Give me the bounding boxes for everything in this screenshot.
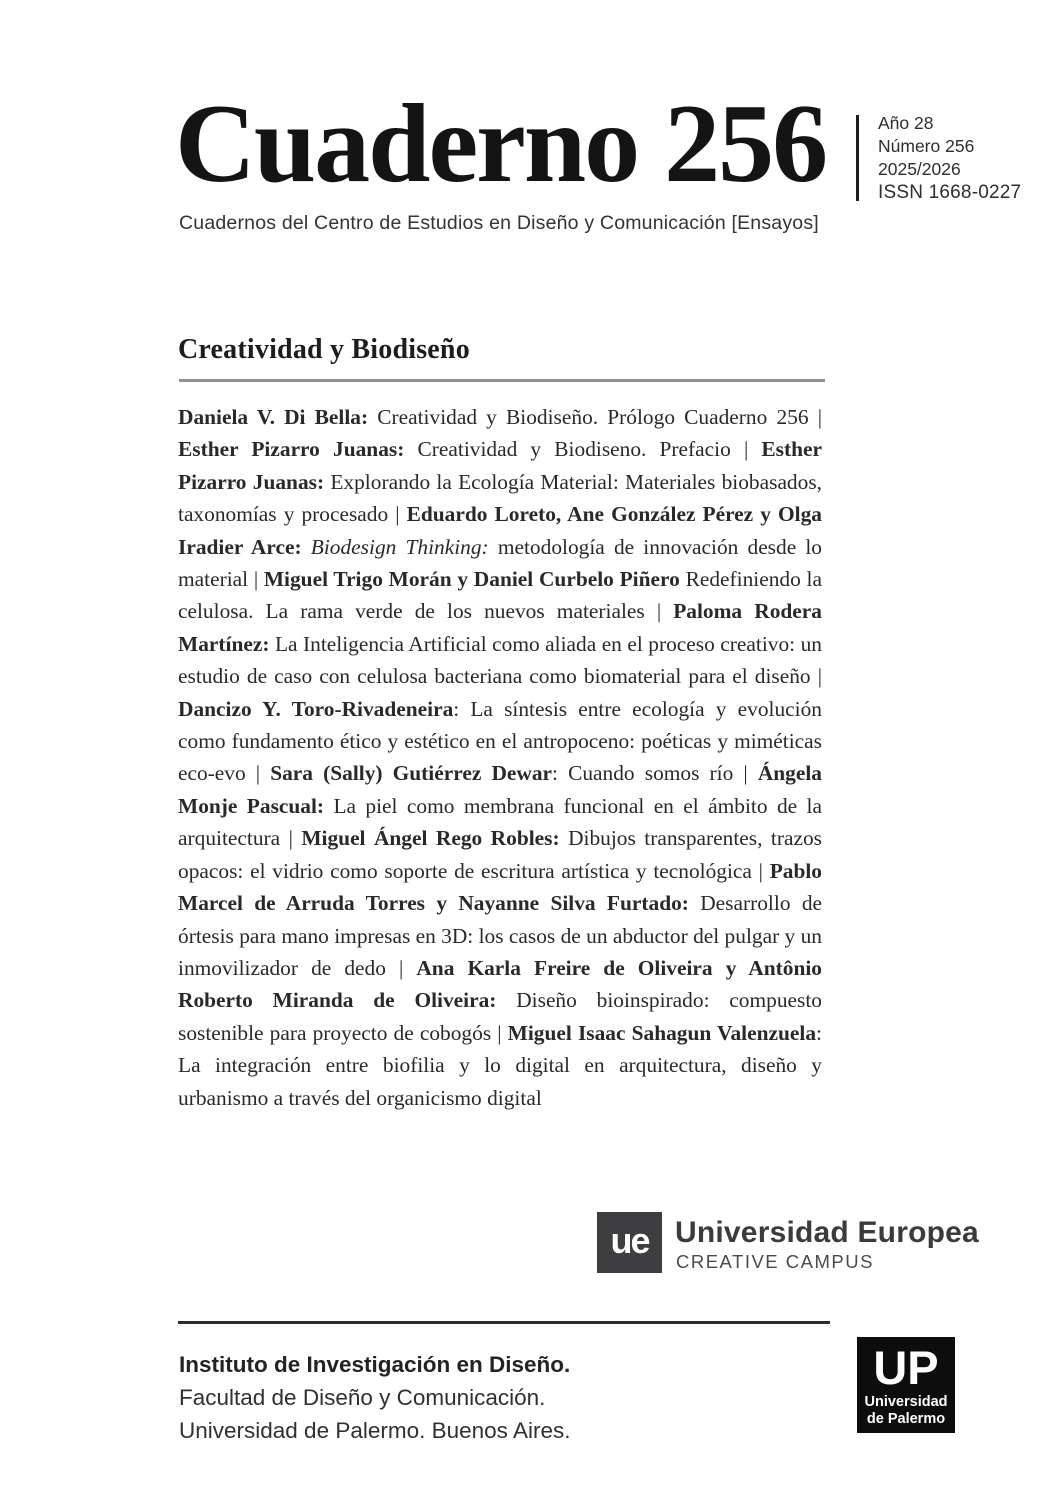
toc-segment: : Cuando somos río | bbox=[552, 761, 758, 786]
toc-segment: : La integración entre biofilia y lo digital en arquitectura, diseño y urbanismo a través del organicismo digital bbox=[178, 1020, 822, 1110]
issue-info-lines bbox=[878, 112, 1062, 204]
up-logo-line1: Universidad bbox=[864, 1394, 948, 1410]
up-monogram-icon: UP bbox=[873, 1341, 939, 1394]
toc-paragraph bbox=[178, 401, 822, 1114]
heading-rule bbox=[179, 379, 825, 382]
toc-segment: Daniela V. Di Bella: bbox=[178, 405, 369, 429]
universidad-de-palermo-logo bbox=[857, 1337, 955, 1433]
toc-segment: Miguel Trigo Morán y Daniel Curbelo Piñero bbox=[263, 567, 680, 592]
footer-institute: Instituto de Investigación en Diseño. bbox=[179, 1352, 571, 1377]
up-logo-text bbox=[865, 1394, 948, 1427]
toc-segment: Explorando la Ecología Material: Materiales biobasados, taxonomías y procesado | bbox=[178, 469, 822, 527]
toc-segment: Esther Pizarro Juanas: bbox=[178, 437, 405, 462]
journal-title: Cuaderno 256 bbox=[175, 82, 827, 206]
issue-divider-bar bbox=[856, 115, 859, 201]
ue-logo-tagline: CREATIVE CAMPUS bbox=[676, 1251, 874, 1272]
toc-segment: Esther Pizarro Juanas: bbox=[178, 437, 822, 494]
toc-segment: Dancizo Y. Toro-Rivadeneira bbox=[178, 696, 454, 721]
footer-institution-block bbox=[179, 1348, 779, 1447]
issue-year: Año 28 bbox=[878, 113, 934, 133]
footer-rule bbox=[178, 1321, 830, 1324]
issue-number: Número 256 bbox=[878, 136, 975, 156]
toc-segment: Dibujos transparentes, trazos opacos: el vidrio como soporte de escritura artística y tecnológica | bbox=[178, 826, 822, 883]
toc-segment: Miguel Isaac Sahagun Valenzuela bbox=[507, 1020, 817, 1045]
toc-segment: Paloma Rodera Martínez: bbox=[178, 599, 822, 656]
toc-segment: Desarrollo de órtesis para mano impresas en 3D: los casos de un abductor del pulgar y un inmovilizador de dedo | bbox=[178, 891, 823, 980]
toc-segment: Redefiniendo la celulosa. La rama verde de los nuevos materiales | bbox=[178, 567, 822, 624]
up-logo-line2: de Palermo bbox=[866, 1410, 946, 1427]
journal-subtitle: Cuadernos del Centro de Estudios en Diseño y Comunicación [Ensayos] bbox=[179, 212, 819, 234]
footer-university: Universidad de Palermo. Buenos Aires. bbox=[179, 1418, 571, 1443]
ue-monogram-icon: ue bbox=[610, 1219, 649, 1261]
toc-segment: La Inteligencia Artificial como aliada en el proceso creativo: un estudio de caso con celulosa bacteriana como biomaterial para el diseño | bbox=[178, 631, 822, 689]
toc-segment: metodología de innovación desde lo material | bbox=[178, 534, 822, 592]
toc-segment: Eduardo Loreto, Ane González Pérez y Olga Iradier Arce: bbox=[178, 502, 822, 559]
footer-faculty: Facultad de Diseño y Comunicación. bbox=[179, 1385, 546, 1410]
toc-segment: Ana Karla Freire de Oliveira y Antônio Roberto Miranda de Oliveira: bbox=[178, 955, 822, 1013]
toc-segment: Ángela Monje Pascual: bbox=[178, 761, 823, 818]
toc-segment: Diseño bioinspirado: compuesto sostenible para proyecto de cobogós | bbox=[178, 988, 822, 1045]
ue-logo-box bbox=[597, 1212, 662, 1273]
issue-issn: ISSN 1668-0227 bbox=[878, 182, 1022, 203]
toc-segment: : La síntesis entre ecología y evolución como fundamento ético y estético en el antropoceno: poéticas y miméticas eco-evo | bbox=[178, 696, 822, 786]
toc-segment bbox=[302, 535, 311, 559]
section-heading: Creatividad y Biodiseño bbox=[178, 334, 470, 365]
toc-segment: Creatividad y Biodiseño. Prólogo Cuaderno 256 | bbox=[368, 405, 822, 429]
toc-segment: La piel como membrana funcional en el ámbito de la arquitectura | bbox=[178, 793, 822, 851]
toc-segment: Biodesign Thinking: bbox=[310, 534, 489, 559]
toc-segment: Sara (Sally) Gutiérrez Dewar bbox=[270, 761, 553, 786]
toc-segment: Pablo Marcel de Arruda Torres y Nayanne Silva Furtado: bbox=[178, 858, 822, 916]
toc-segment: Miguel Ángel Rego Robles: bbox=[301, 826, 560, 851]
ue-logo-name: Universidad Europea bbox=[675, 1216, 979, 1249]
toc-segment: Creatividad y Biodiseno. Prefacio | bbox=[404, 437, 762, 462]
issue-period: 2025/2026 bbox=[878, 159, 961, 179]
